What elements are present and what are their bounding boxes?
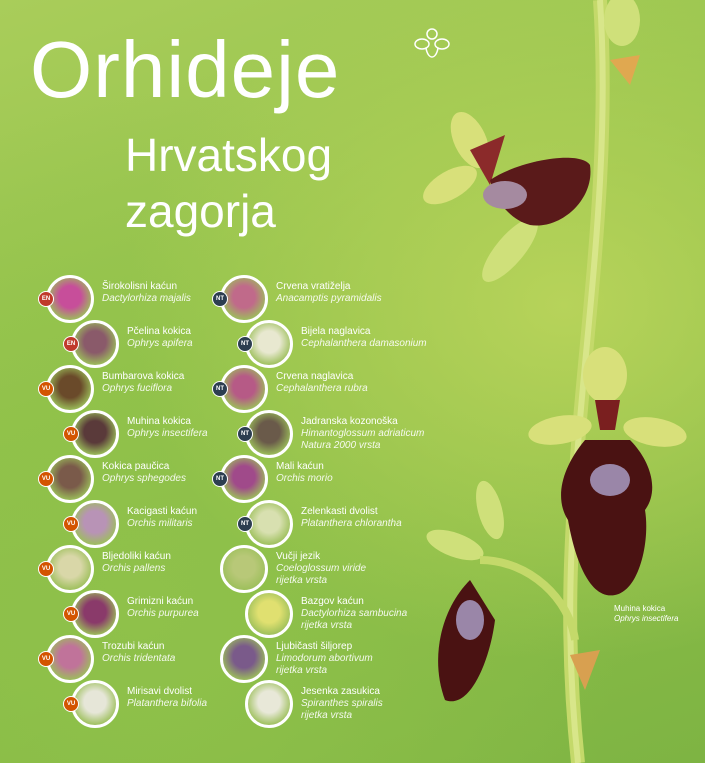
species-latin: Orchis purpurea [127,608,199,619]
species-labels [276,461,466,485]
species-labels [301,416,491,452]
status-badge: VU [63,516,79,532]
photo-caption [614,604,678,624]
species-latin: Orchis militaris [127,518,193,529]
species-labels [276,371,466,395]
species-latin: Limodorum abortivum [276,653,373,664]
status-badge: VU [38,561,54,577]
species-note: rijetka vrsta [301,710,353,721]
caption-name: Muhina kokica [614,604,666,613]
species-latin: Coeloglossum viride [276,563,367,574]
species-latin: Ophrys fuciflora [102,383,173,394]
species-note: rijetka vrsta [276,575,328,586]
title-line3: zagorja [125,185,276,237]
status-badge: VU [38,651,54,667]
species-name: Ljubičasti šiljorep [276,641,353,652]
species-latin: Ophrys apifera [127,338,193,349]
species-name: Bumbarova kokica [102,371,185,382]
species-latin: Ophrys sphegodes [102,473,186,484]
status-badge: VU [38,471,54,487]
species-latin: Dactylorhiza majalis [102,293,191,304]
status-badge: NT [237,516,253,532]
species-latin: Platanthera bifolia [127,698,208,709]
species-name: Crvena vratiželja [276,281,351,292]
title-line2: Hrvatskog [125,129,333,181]
species-note: Natura 2000 vrsta [301,440,381,451]
species-labels [301,506,491,530]
species-name: Kokica paučica [102,461,170,472]
species-latin: Cephalanthera damasonium [301,338,427,349]
species-name: Bazgov kaćun [301,596,364,607]
species-labels [276,551,466,587]
species-latin: Anacamptis pyramidalis [276,293,382,304]
species-name: Vučji jezik [276,551,321,562]
species-name: Bijela naglavica [301,326,371,337]
species-name: Muhina kokica [127,416,191,427]
species-latin: Orchis pallens [102,563,166,574]
species-name: Jadranska kozonoška [301,416,398,427]
status-badge: NT [237,426,253,442]
status-badge: VU [63,426,79,442]
status-badge: EN [38,291,54,307]
species-name: Bljedoliki kaćun [102,551,171,562]
species-labels [276,641,466,677]
species-name: Zelenkasti dvolist [301,506,378,517]
species-labels [301,596,491,632]
title-main: Orhideje [30,25,341,114]
species-name: Grimizni kaćun [127,596,194,607]
species-note: rijetka vrsta [276,665,328,676]
orchid-logo-icon [412,24,452,64]
caption-latin: Ophrys insectifera [614,614,679,623]
species-latin: Ophrys insectifera [127,428,208,439]
species-latin: Orchis morio [276,473,333,484]
species-photo [220,545,268,593]
species-photo [245,680,293,728]
species-photo [220,635,268,683]
species-latin: Orchis tridentata [102,653,176,664]
status-badge: EN [63,336,79,352]
species-latin: Dactylorhiza sambucina [301,608,408,619]
status-badge: VU [63,606,79,622]
status-badge: NT [212,381,228,397]
species-name: Trozubi kaćun [102,641,165,652]
species-labels [301,686,491,722]
species-latin: Himantoglossum adriaticum [301,428,425,439]
species-photo [245,590,293,638]
status-badge: NT [212,291,228,307]
status-badge: NT [237,336,253,352]
species-note: rijetka vrsta [301,620,353,631]
species-latin: Cephalanthera rubra [276,383,368,394]
species-labels [301,326,491,350]
species-name: Mirisavi dvolist [127,686,193,697]
species-name: Kacigasti kaćun [127,506,198,517]
species-latin: Spiranthes spiralis [301,698,383,709]
status-badge: NT [212,471,228,487]
species-name: Širokolisni kaćun [102,281,178,292]
species-name: Jesenka zasukica [301,686,380,697]
species-labels [276,281,466,305]
species-name: Crvena naglavica [276,371,354,382]
species-name: Pčelina kokica [127,326,191,337]
status-badge: VU [63,696,79,712]
species-name: Mali kaćun [276,461,324,472]
status-badge: VU [38,381,54,397]
species-latin: Platanthera chlorantha [301,518,402,529]
